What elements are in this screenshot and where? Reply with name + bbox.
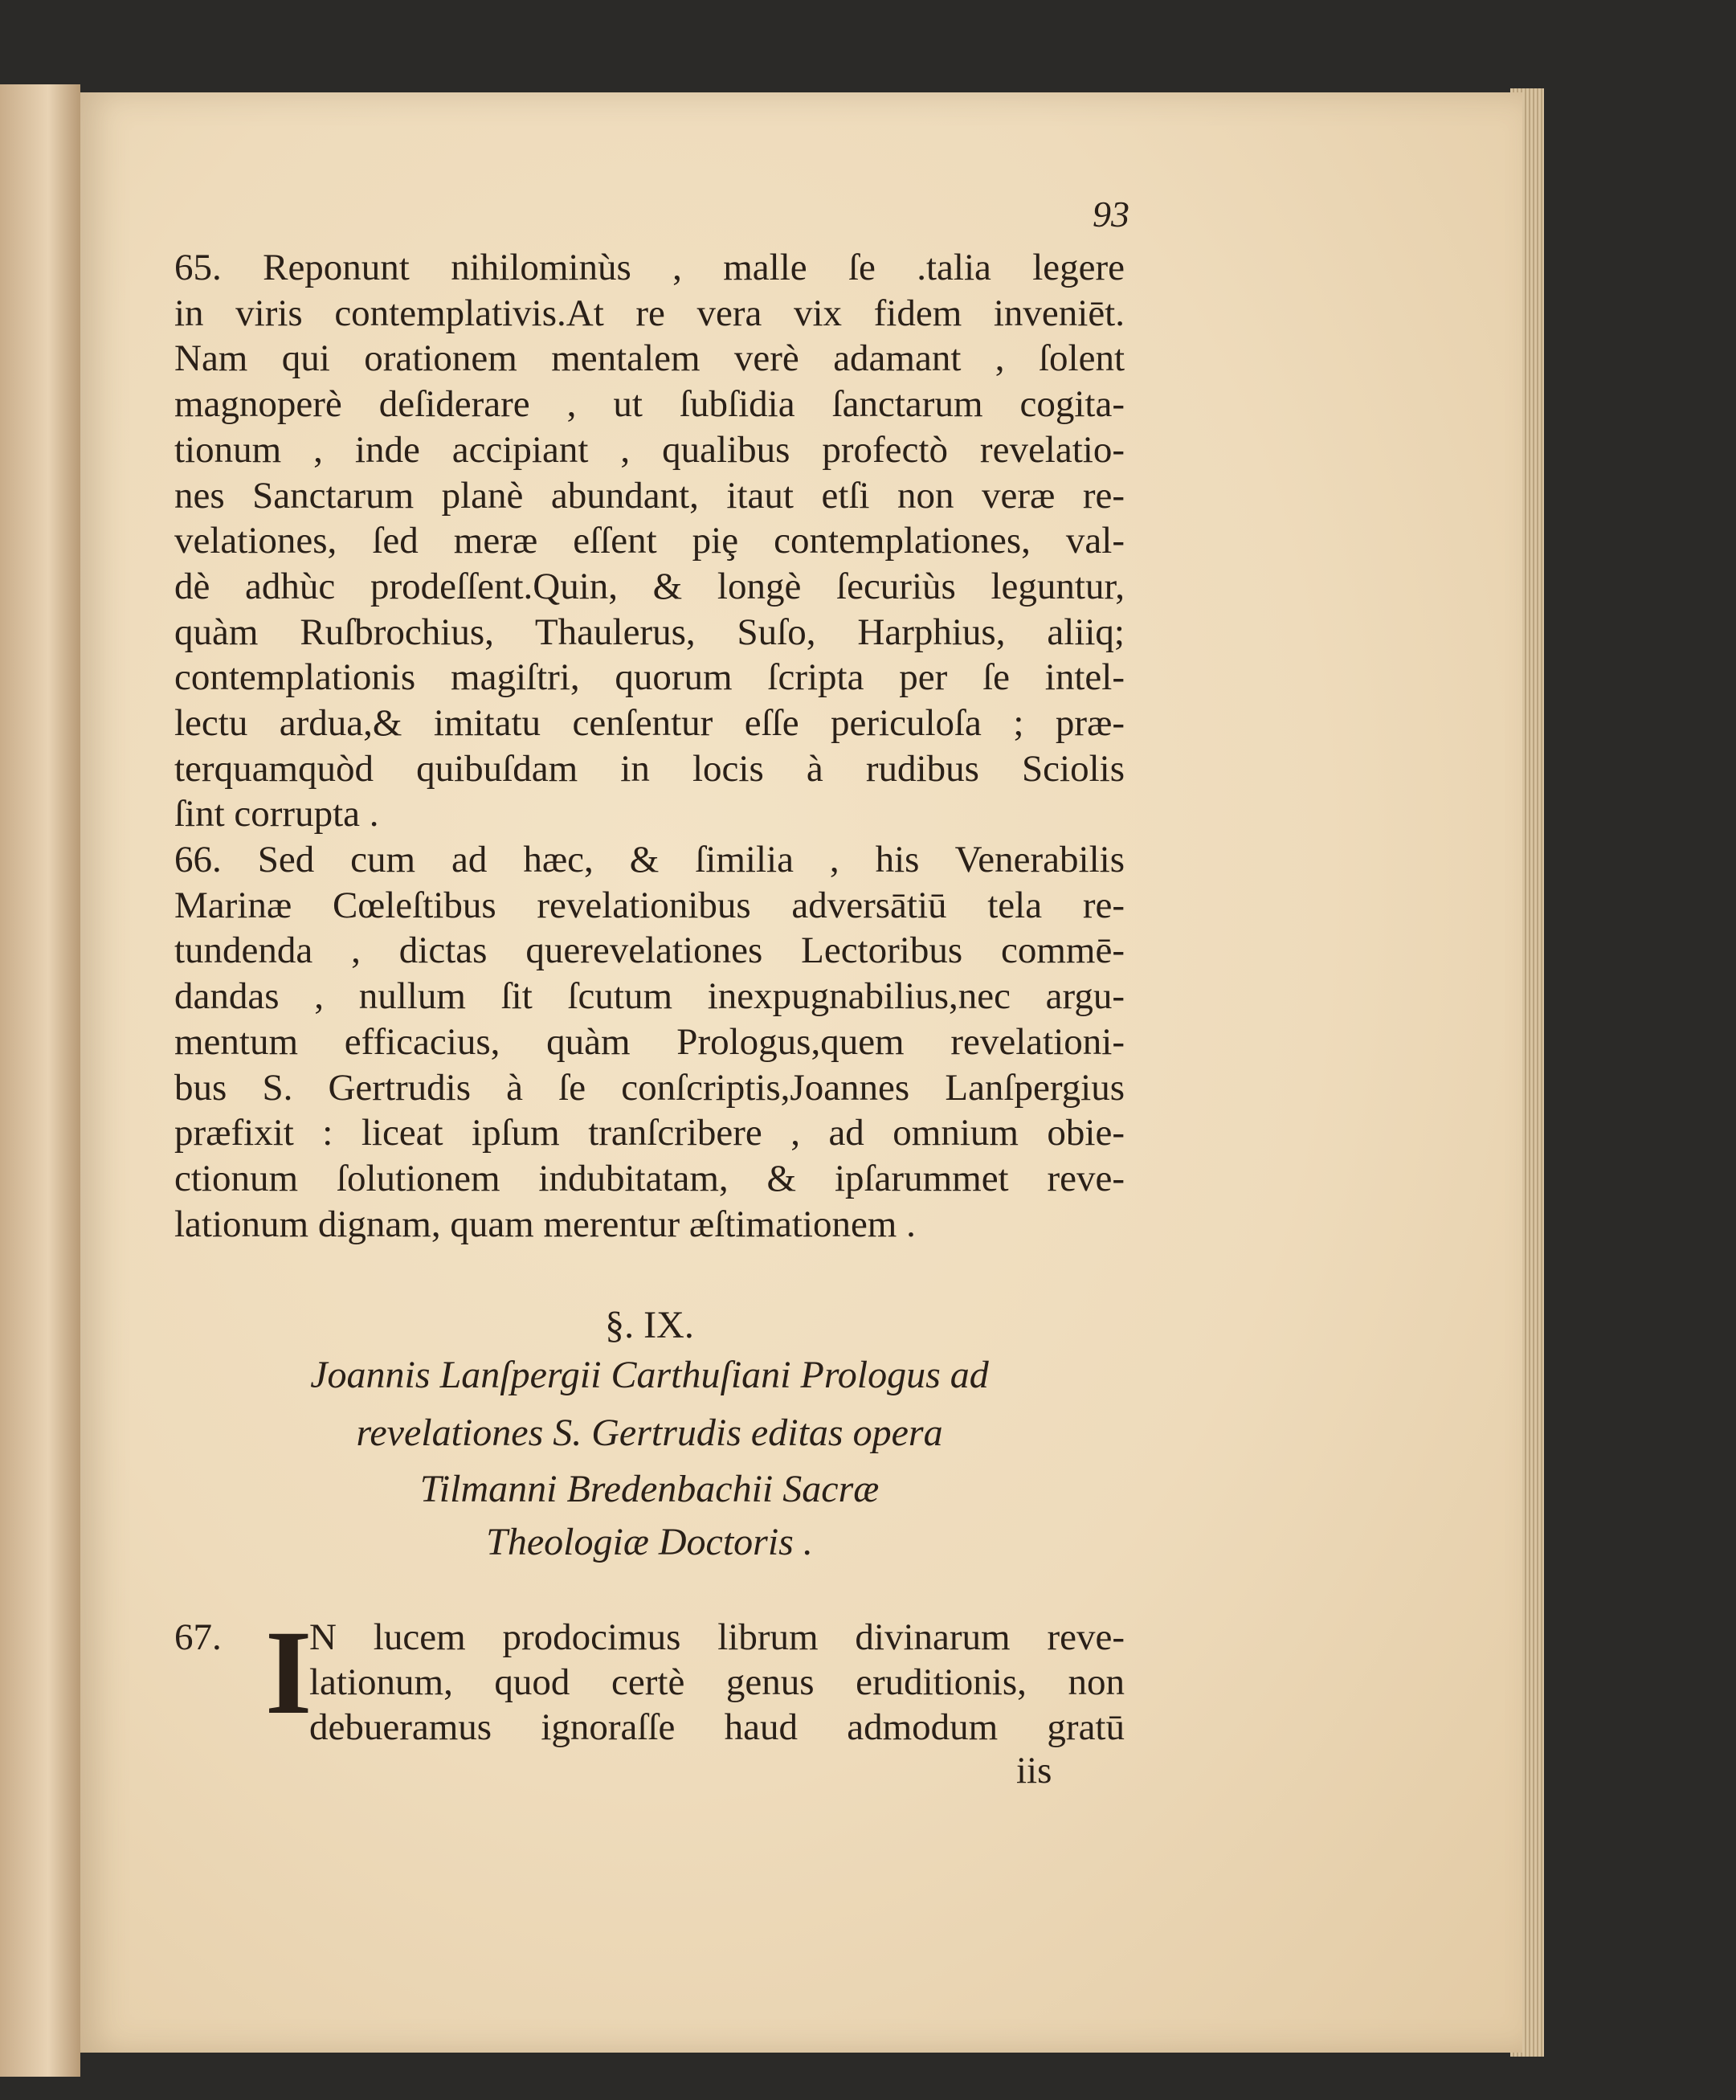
text-line: tundenda , dictas querevelationes Lectoribus commē- — [174, 929, 1125, 972]
text-line: in viris contemplativis.At re vera vix fidem inveniēt. — [174, 292, 1125, 334]
text-line: Marinæ Cœleſtibus revelationibus adversātiū tela re- — [174, 884, 1125, 926]
text-line: tionum , inde accipiant , qualibus profectò revelatio- — [174, 428, 1125, 471]
text-line: præfixit : liceat ipſum tranſcribere , ad omnium obie- — [174, 1112, 1125, 1154]
text-line: bus S. Gertrudis à ſe conſcriptis,Joannes Lanſpergius — [174, 1066, 1125, 1109]
text-line: mentum efficacius, quàm Prologus,quem revelationi- — [174, 1020, 1125, 1063]
text-line: terquamquòd quibuſdam in locis à rudibus Sciolis — [174, 747, 1125, 790]
text-line: lectu ardua,& imitatu cenſentur eſſe periculoſa ; præ- — [174, 702, 1125, 744]
drop-cap: I — [265, 1606, 312, 1739]
text-line: lationum, quod certè genus eruditionis, non — [309, 1661, 1125, 1703]
text-line: velationes, ſed meræ eſſent piȩ contemplationes, val- — [174, 520, 1125, 562]
text-line: 66. Sed cum ad hæc, & ſimilia , his Venerabilis — [174, 839, 1125, 880]
paragraph-number: 67. — [174, 1616, 222, 1658]
text-line: dè adhùc prodeſſent.Quin, & longè ſecuriùs leguntur, — [174, 565, 1125, 607]
text-line: lationum dignam, quam merentur æſtimationem . — [174, 1203, 916, 1245]
text-line: 65. Reponunt nihilominùs , malle ſe .talia legere — [174, 247, 1125, 288]
facing-page-edge — [0, 84, 80, 2077]
section-title-line: revelationes S. Gertrudis editas opera — [356, 1412, 943, 1454]
catchword: iis — [1016, 1750, 1052, 1792]
text-line: debueramus ignoraſſe haud admodum gratū — [309, 1706, 1125, 1748]
text-line: quàm Ruſbrochius, Thaulerus, Suſo, Harphius, aliiq; — [174, 611, 1125, 653]
text-line: ſint corrupta . — [174, 793, 379, 836]
text-line: dandas , nullum ſit ſcutum inexpugnabilius,nec argu- — [174, 975, 1125, 1018]
section-title-line: Tilmanni Bredenbachii Sacræ — [419, 1468, 880, 1510]
text-line: contemplationis magiſtri, quorum ſcripta per ſe intel- — [174, 656, 1125, 699]
text-line: ctionum ſolutionem indubitatam, & ipſarummet reve- — [174, 1157, 1125, 1199]
text-line: magnoperè deſiderare , ut ſubſidia ſanctarum cogita- — [174, 383, 1125, 426]
page-number: 93 — [1093, 194, 1129, 235]
section-title-line: Joannis Lanſpergii Carthuſiani Prologus ad — [310, 1354, 989, 1396]
text-line: nes Sanctarum planè abundant, itaut etſi non veræ re- — [174, 474, 1125, 517]
section-title-line: Theologiæ Doctoris . — [486, 1521, 813, 1563]
text-line: Nam qui orationem mentalem verè adamant , ſolent — [174, 337, 1125, 380]
text-line: N lucem prodocimus librum divinarum reve- — [309, 1616, 1125, 1658]
section-heading: §. IX. — [605, 1304, 694, 1346]
